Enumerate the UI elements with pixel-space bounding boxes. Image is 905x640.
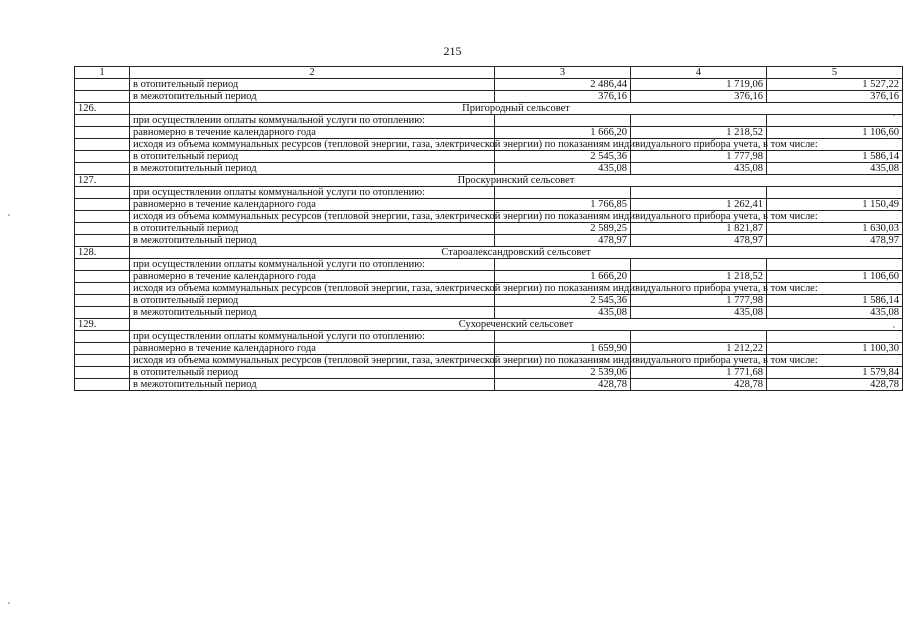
table-row [75,79,903,91]
value-cell: 1 666,20 [495,271,631,283]
column-header: 3 [495,67,631,79]
settlement-header-row [75,247,903,259]
row-label: исходя из объема коммунальных ресурсов (тепловой энергии, газа, электрической энергии) по показаниям индивидуального прибора учета, в том числе: [130,139,495,151]
page-number: 215 [443,44,462,58]
value-cell: 1 586,14 [767,295,903,307]
table-row [75,115,903,127]
row-label: исходя из объема коммунальных ресурсов (тепловой энергии, газа, электрической энергии) по показаниям индивидуального прибора учета, в том числе: [130,211,495,223]
value-cell: 435,08 [495,163,631,175]
value-cell: 1 218,52 [631,127,767,139]
value-cell: 1 659,90 [495,343,631,355]
column-header: 4 [631,67,767,79]
value-cell: 1 218,52 [631,271,767,283]
row-label: при осуществлении оплаты коммунальной услуги по отоплению: [130,187,495,199]
value-cell: 435,08 [631,307,767,319]
row-label: в межотопительный период [130,163,495,175]
value-cell: 1 579,84 [767,367,903,379]
value-cell [631,187,767,199]
row-number-cell [75,355,130,367]
settlement-name: Проскуринский сельсовет [130,175,903,187]
column-header: 2 [130,67,495,79]
value-cell: 428,78 [495,379,631,391]
value-cell [767,259,903,271]
settlement-number: 126. [75,103,130,115]
table-row [75,271,903,283]
table-row [75,379,903,391]
row-label: в межотопительный период [130,379,495,391]
table-row [75,355,903,367]
value-cell: 2 539,06 [495,367,631,379]
value-cell: 435,08 [767,307,903,319]
table-row [75,199,903,211]
row-number-cell [75,271,130,283]
row-number-cell [75,187,130,199]
row-number-cell [75,343,130,355]
value-cell: 1 586,14 [767,151,903,163]
column-number-row [75,67,903,79]
table-row [75,223,903,235]
row-number-cell [75,331,130,343]
row-number-cell [75,139,130,151]
row-label: при осуществлении оплаты коммунальной услуги по отоплению: [130,115,495,127]
value-cell [495,331,631,343]
row-number-cell [75,223,130,235]
value-cell [767,187,903,199]
value-cell: 1 527,22 [767,79,903,91]
value-cell: 478,97 [767,235,903,247]
value-cell: 2 589,25 [495,223,631,235]
value-cell: 1 106,60 [767,127,903,139]
value-cell: 1 150,49 [767,199,903,211]
value-cell: 1 100,30 [767,343,903,355]
row-number-cell [75,379,130,391]
scan-speck [8,602,10,604]
row-label: в межотопительный период [130,235,495,247]
settlement-number: 127. [75,175,130,187]
value-cell: 1 766,85 [495,199,631,211]
column-header: 1 [75,67,130,79]
table-row [75,151,903,163]
row-label: в отопительный период [130,367,495,379]
table-row [75,295,903,307]
value-cell: 2 545,36 [495,151,631,163]
value-cell [767,331,903,343]
settlement-header-row [75,175,903,187]
table-row [75,283,903,295]
value-cell: 1 719,06 [631,79,767,91]
value-cell [631,331,767,343]
value-cell: 428,78 [631,379,767,391]
settlement-name: Староалександровский сельсовет [130,247,903,259]
row-label: в отопительный период [130,295,495,307]
value-cell: 435,08 [631,163,767,175]
tariff-table [74,66,903,391]
value-cell: 1 771,68 [631,367,767,379]
settlement-header-row [75,103,903,115]
settlement-number: 129. [75,319,130,331]
value-cell: 1 777,98 [631,151,767,163]
value-cell [495,259,631,271]
value-cell: 428,78 [767,379,903,391]
value-cell [631,259,767,271]
settlement-number: 128. [75,247,130,259]
value-cell [631,115,767,127]
value-cell: 376,16 [495,91,631,103]
row-number-cell [75,115,130,127]
value-cell: 478,97 [631,235,767,247]
value-cell: 2 545,36 [495,295,631,307]
table-row [75,307,903,319]
row-number-cell [75,151,130,163]
row-number-cell [75,211,130,223]
value-cell: 435,08 [495,307,631,319]
value-cell [767,115,903,127]
row-label: в отопительный период [130,223,495,235]
row-label: равномерно в течение календарного года [130,127,495,139]
value-cell: 478,97 [495,235,631,247]
value-cell: 376,16 [767,91,903,103]
table-row [75,343,903,355]
value-cell: 1 630,03 [767,223,903,235]
row-label: исходя из объема коммунальных ресурсов (тепловой энергии, газа, электрической энергии) по показаниям индивидуального прибора учета, в том числе: [130,283,495,295]
table-row [75,91,903,103]
value-cell [495,115,631,127]
row-label: в межотопительный период [130,91,495,103]
value-cell: 1 666,20 [495,127,631,139]
row-number-cell [75,283,130,295]
row-number-cell [75,295,130,307]
row-number-cell [75,367,130,379]
tariff-table-body [75,67,903,391]
settlement-header-row [75,319,903,331]
row-number-cell [75,307,130,319]
row-label: при осуществлении оплаты коммунальной услуги по отоплению: [130,259,495,271]
table-row [75,367,903,379]
row-number-cell [75,127,130,139]
row-number-cell [75,235,130,247]
row-number-cell [75,163,130,175]
table-row [75,139,903,151]
value-cell: 376,16 [631,91,767,103]
row-number-cell [75,91,130,103]
value-cell: 435,08 [767,163,903,175]
column-header: 5 [767,67,903,79]
row-label: равномерно в течение календарного года [130,271,495,283]
table-row [75,235,903,247]
row-label: равномерно в течение календарного года [130,343,495,355]
row-label: равномерно в течение календарного года [130,199,495,211]
table-row [75,127,903,139]
value-cell: 1 821,87 [631,223,767,235]
row-label: в отопительный период [130,79,495,91]
value-cell: 1 212,22 [631,343,767,355]
table-row [75,163,903,175]
row-label: при осуществлении оплаты коммунальной услуги по отоплению: [130,331,495,343]
row-number-cell [75,259,130,271]
value-cell: 1 777,98 [631,295,767,307]
row-number-cell [75,79,130,91]
row-label: в межотопительный период [130,307,495,319]
value-cell: 1 106,60 [767,271,903,283]
settlement-name: Сухореченский сельсовет [130,319,903,331]
value-cell: 1 262,41 [631,199,767,211]
row-label: в отопительный период [130,151,495,163]
table-row [75,331,903,343]
table-row [75,259,903,271]
row-number-cell [75,199,130,211]
scan-speck [8,214,10,216]
table-row [75,187,903,199]
table-row [75,211,903,223]
settlement-name: Пригородный сельсовет [130,103,903,115]
value-cell [495,187,631,199]
value-cell: 2 486,44 [495,79,631,91]
row-label: исходя из объема коммунальных ресурсов (тепловой энергии, газа, электрической энергии) по показаниям индивидуального прибора учета, в том числе: [130,355,495,367]
